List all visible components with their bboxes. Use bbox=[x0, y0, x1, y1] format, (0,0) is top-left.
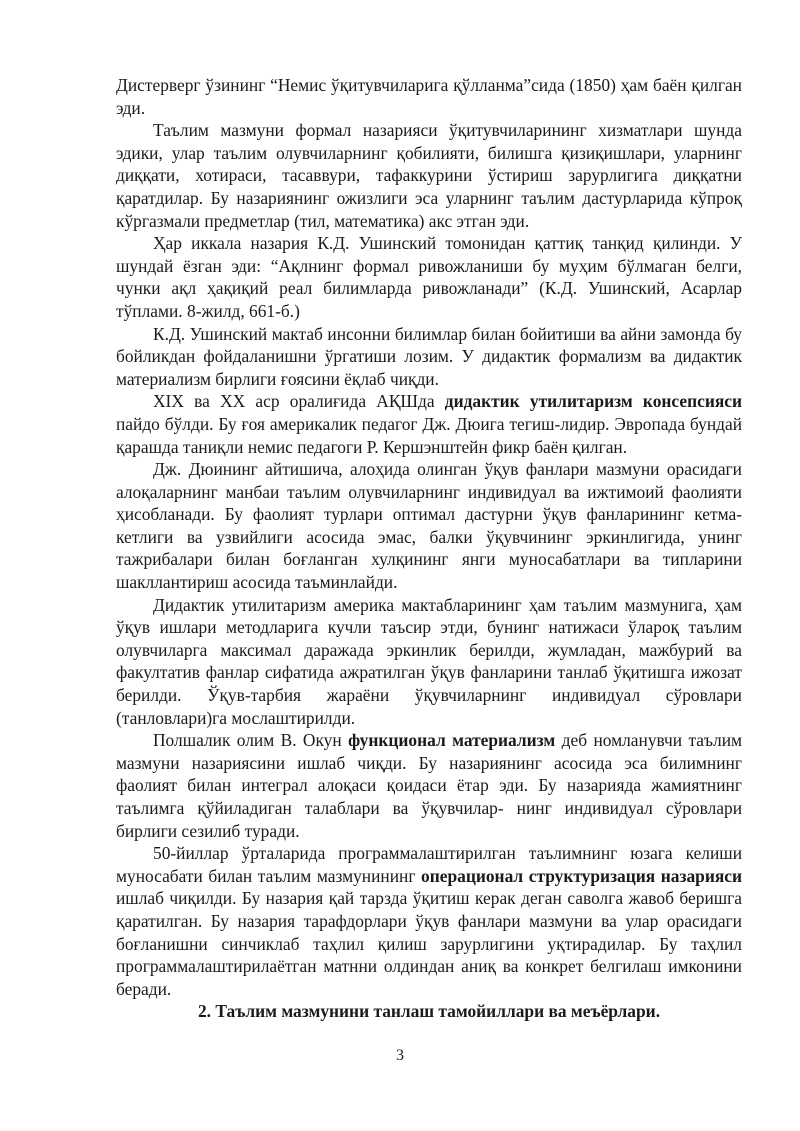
bold-term: дидактик утилитаризм консепсияси bbox=[444, 391, 742, 412]
document-body bbox=[116, 74, 742, 1023]
text-run: Полшалик олим В. Окун bbox=[153, 730, 349, 751]
text-run: Дж. Дюининг айтишича, алоҳида олинган ўқув фанлари мазмуни орасидаги алоқаларнинг манбаи таълим олувчиларнинг индивидуал ва ижтимоий фаолияти ҳисобланади. Бу фаолият турлари оптимал дастурни ўқув фанларининг кетма-кетлиги ва узвийлиги асосида эмас, балки ўқувчининг эркинлигида, унинг тажрибалари билан боғланган хулқининг янги муносабатлари ва типларини шакллантириш асосида таъминлайди. bbox=[116, 459, 742, 593]
paragraph bbox=[116, 594, 742, 730]
text-run: 50-йиллар ўрталарида программалаштирилган таълимнинг юзага келиши муносабати билан таълим мазмунининг bbox=[116, 843, 742, 886]
paragraph bbox=[116, 390, 742, 458]
paragraph bbox=[116, 458, 742, 594]
paragraph bbox=[116, 323, 742, 391]
paragraph bbox=[116, 119, 742, 232]
text-run: Дистерверг ўзининг “Немис ўқитувчиларига қўлланма”сида (1850) ҳам баён қилган эди. bbox=[116, 75, 742, 118]
bold-term: функционал материализм bbox=[348, 730, 556, 751]
text-run: Ҳар иккала назария К.Д. Ушинский томонидан қаттиқ танқид қилинди. У шундай ёзган эди: “Ақлнинг формал ривожланиши бу муҳим бўлмаган белги, чунки ақл ҳақиқий реал билимларда ривожланади” (К.Д. Ушинский, Асарлар тўплами. 8-жилд, 661-б.) bbox=[116, 233, 742, 321]
text-run: Дидактик утилитаризм америка мактабларининг ҳам таълим мазмунига, ҳам ўқув ишлари методларига кучли таъсир этди, бунинг натижаси ўлароқ таълим олувчиларга максимал даражада эркинлик берилди, жумладан, мажбурий ва факултатив фанлар сифатида ажратилган ўқув фанларини танлаб ўқитишга ижозат берилди. Ўқув-тарбия жараёни ўқувчиларнинг индивидуал сўровлари (танловлари)га мослаштирилди. bbox=[116, 594, 742, 728]
text-run: XIX ва XX аср оралиғида АҚШда bbox=[153, 391, 445, 412]
text-run: пайдо бўлди. Бу ғоя америкалик педагог Дж. Дюига тегиш-лидир. Эвропада бундай қарашда таниқли немис педагоги Р. Кершэнштейн фикр баён қилган. bbox=[116, 413, 742, 457]
text-run: ишлаб чиқилди. Бу назария қай тарзда ўқитиш керак деган саволга жавоб беришга қаратилган. Бу назария тарафдорлари ўқув фанлари мазмуни ва улар орасидаги боғланишни синчиклаб таҳлил қилиш зарурлигини уқтирадилар. Бу таҳлил программалаштирилаётган матнни олдиндан аниқ ва конкрет белгилаш имконини беради. bbox=[116, 888, 742, 999]
bold-term: операционал структуризация назарияси bbox=[421, 865, 742, 886]
section-heading: 2. Таълим мазмунини танлаш тамойиллари ва меъёрлари. bbox=[197, 1001, 661, 1022]
text-run: Таълим мазмуни формал назарияси ўқитувчиларининг хизматлари шунда эдики, улар таълим олувчиларнинг қобилияти, билишга қизиқишлари, уларнинг диққати, хотираси, тасаввури, тафаккурини ўстириш зарурлигига диққатни қаратдилар. Бу назариянинг ожизлиги эса уларнинг таълим дастурларида кўпроқ кўргазмали предметлар (тил, математика) акс этган эди. bbox=[116, 120, 742, 231]
paragraph bbox=[116, 232, 742, 322]
page-number: 3 bbox=[396, 1047, 404, 1064]
text-run: деб номланувчи таълим мазмуни назариясини ишлаб чиқди. Бу назариянинг асосида эса билимнинг фаолият билан интеграл алоқаси қоидаси ётар эди. Бу назарияда жамиятнинг таълимга қўйиладиган талаблари ва ўқувчилар- нинг индивидуал сўровлари бирлиги сезилиб туради. bbox=[116, 730, 742, 841]
paragraph bbox=[116, 729, 742, 842]
paragraph bbox=[116, 842, 742, 1000]
text-run: К.Д. Ушинский мактаб инсонни билимлар билан бойитиши ва айни замонда бу бойликдан фойдаланишни ўргатиши лозим. У дидактик формализм ва дидактик материализм бирлиги ғоясини ёқлаб чиқди. bbox=[116, 323, 742, 389]
paragraph bbox=[116, 74, 742, 119]
